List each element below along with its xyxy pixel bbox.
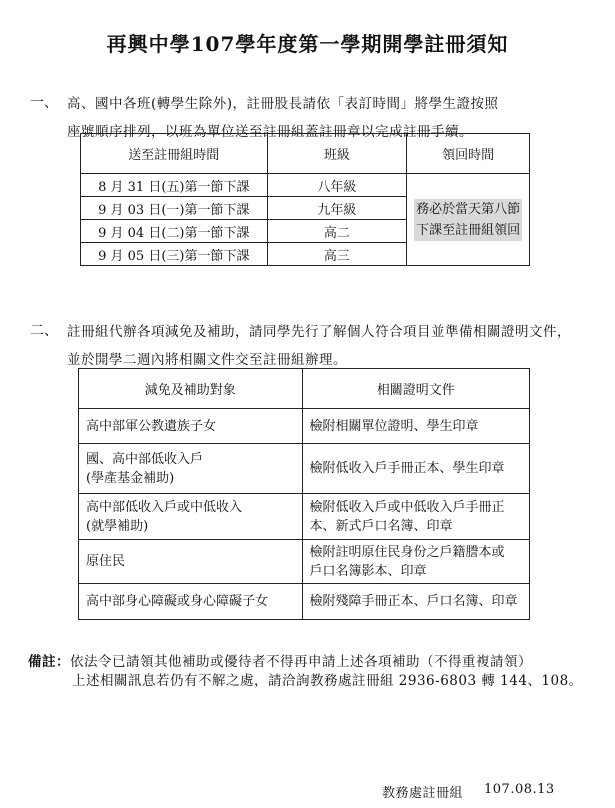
grade-cell: 八年級 bbox=[267, 174, 407, 197]
subsidy-target-cell: 高中部低收入戶或中低收入 (就學補助) bbox=[79, 494, 303, 540]
send-time-cell: 9 月 05 日(三)第一節下課 bbox=[81, 243, 268, 266]
section1-text-line2: 座號順序排列，以班為單位送至註冊組蓋註冊章以完成註冊手續。 bbox=[67, 124, 473, 140]
section2-text-line2: 並於開學二週內將相關文件交至註冊組辦理。 bbox=[67, 352, 347, 368]
note-text-line2: 上述相關訊息若仍有不解之處，請洽詢教務處註冊組 2936-6803 轉 144、108。 bbox=[72, 673, 583, 689]
table-header-row bbox=[79, 369, 530, 409]
header-return-time: 領回時間 bbox=[407, 134, 530, 174]
header-required-documents: 相關證明文件 bbox=[302, 369, 530, 409]
note-label: 備註： bbox=[28, 654, 70, 670]
issue-date: 107.08.13 bbox=[484, 782, 555, 797]
documents-cell: 檢附低收入戶或中低收入戶手冊正 本、新式戶口名簿、印章 bbox=[302, 494, 530, 540]
return-time-highlight bbox=[414, 199, 522, 241]
return-time-line1: 務必於當天第八節 bbox=[416, 201, 521, 217]
subsidy-target-cell: 原住民 bbox=[79, 540, 303, 584]
section2-number: 二、 bbox=[30, 323, 58, 339]
header-subsidy-target: 減免及補助對象 bbox=[79, 369, 303, 409]
header-class: 班級 bbox=[267, 134, 407, 174]
send-time-cell: 8 月 31 日(五)第一節下課 bbox=[81, 174, 268, 197]
documents-cell: 檢附殘障手冊正本、戶口名簿、印章 bbox=[302, 584, 530, 620]
send-time-cell: 9 月 04 日(二)第一節下課 bbox=[81, 220, 268, 243]
grade-cell: 九年級 bbox=[267, 197, 407, 220]
section1-text-line1: 高、國中各班(轉學生除外)，註冊股長請依「表訂時間」將學生證按照 bbox=[67, 96, 499, 112]
table-row bbox=[79, 540, 530, 584]
note-line1 bbox=[28, 650, 532, 670]
documents-cell: 檢附相關單位證明、學生印章 bbox=[302, 409, 530, 444]
table-row bbox=[79, 494, 530, 540]
table-row bbox=[79, 584, 530, 620]
note-text-line1: 依法令已請領其他補助或優待者不得再申請上述各項補助（不得重複請領） bbox=[70, 654, 532, 670]
table-header-row bbox=[81, 134, 530, 174]
issuing-office: 教務處註冊組 bbox=[382, 786, 464, 801]
subsidy-target-cell: 高中部身心障礙或身心障礙子女 bbox=[79, 584, 303, 620]
table-row bbox=[81, 174, 530, 197]
return-time-line2: 下課至註冊組領回 bbox=[416, 222, 521, 238]
subsidy-target-cell: 高中部軍公教遺族子女 bbox=[79, 409, 303, 444]
header-send-time: 送至註冊組時間 bbox=[81, 134, 268, 174]
documents-cell: 檢附低收入戶手冊正本、學生印章 bbox=[302, 444, 530, 494]
registration-schedule-table bbox=[80, 133, 530, 266]
subsidy-documents-table bbox=[78, 368, 530, 620]
return-time-cell bbox=[407, 174, 530, 266]
page-title: 再興中學107學年度第一學期開學註冊須知 bbox=[106, 32, 509, 56]
subsidy-target-cell: 國、高中部低收入戶 (學產基金補助) bbox=[79, 444, 303, 494]
grade-cell: 高三 bbox=[267, 243, 407, 266]
table-row bbox=[79, 444, 530, 494]
section2-text-line1: 註冊組代辦各項減免及補助，請同學先行了解個人符合項目並準備相關證明文件， bbox=[67, 324, 571, 340]
send-time-cell: 9 月 03 日(一)第一節下課 bbox=[81, 197, 268, 220]
grade-cell: 高二 bbox=[267, 220, 407, 243]
section1-number: 一、 bbox=[30, 95, 58, 111]
documents-cell: 檢附註明原住民身份之戶籍謄本或 戶口名簿影本、印章 bbox=[302, 540, 530, 584]
table-row bbox=[79, 409, 530, 444]
